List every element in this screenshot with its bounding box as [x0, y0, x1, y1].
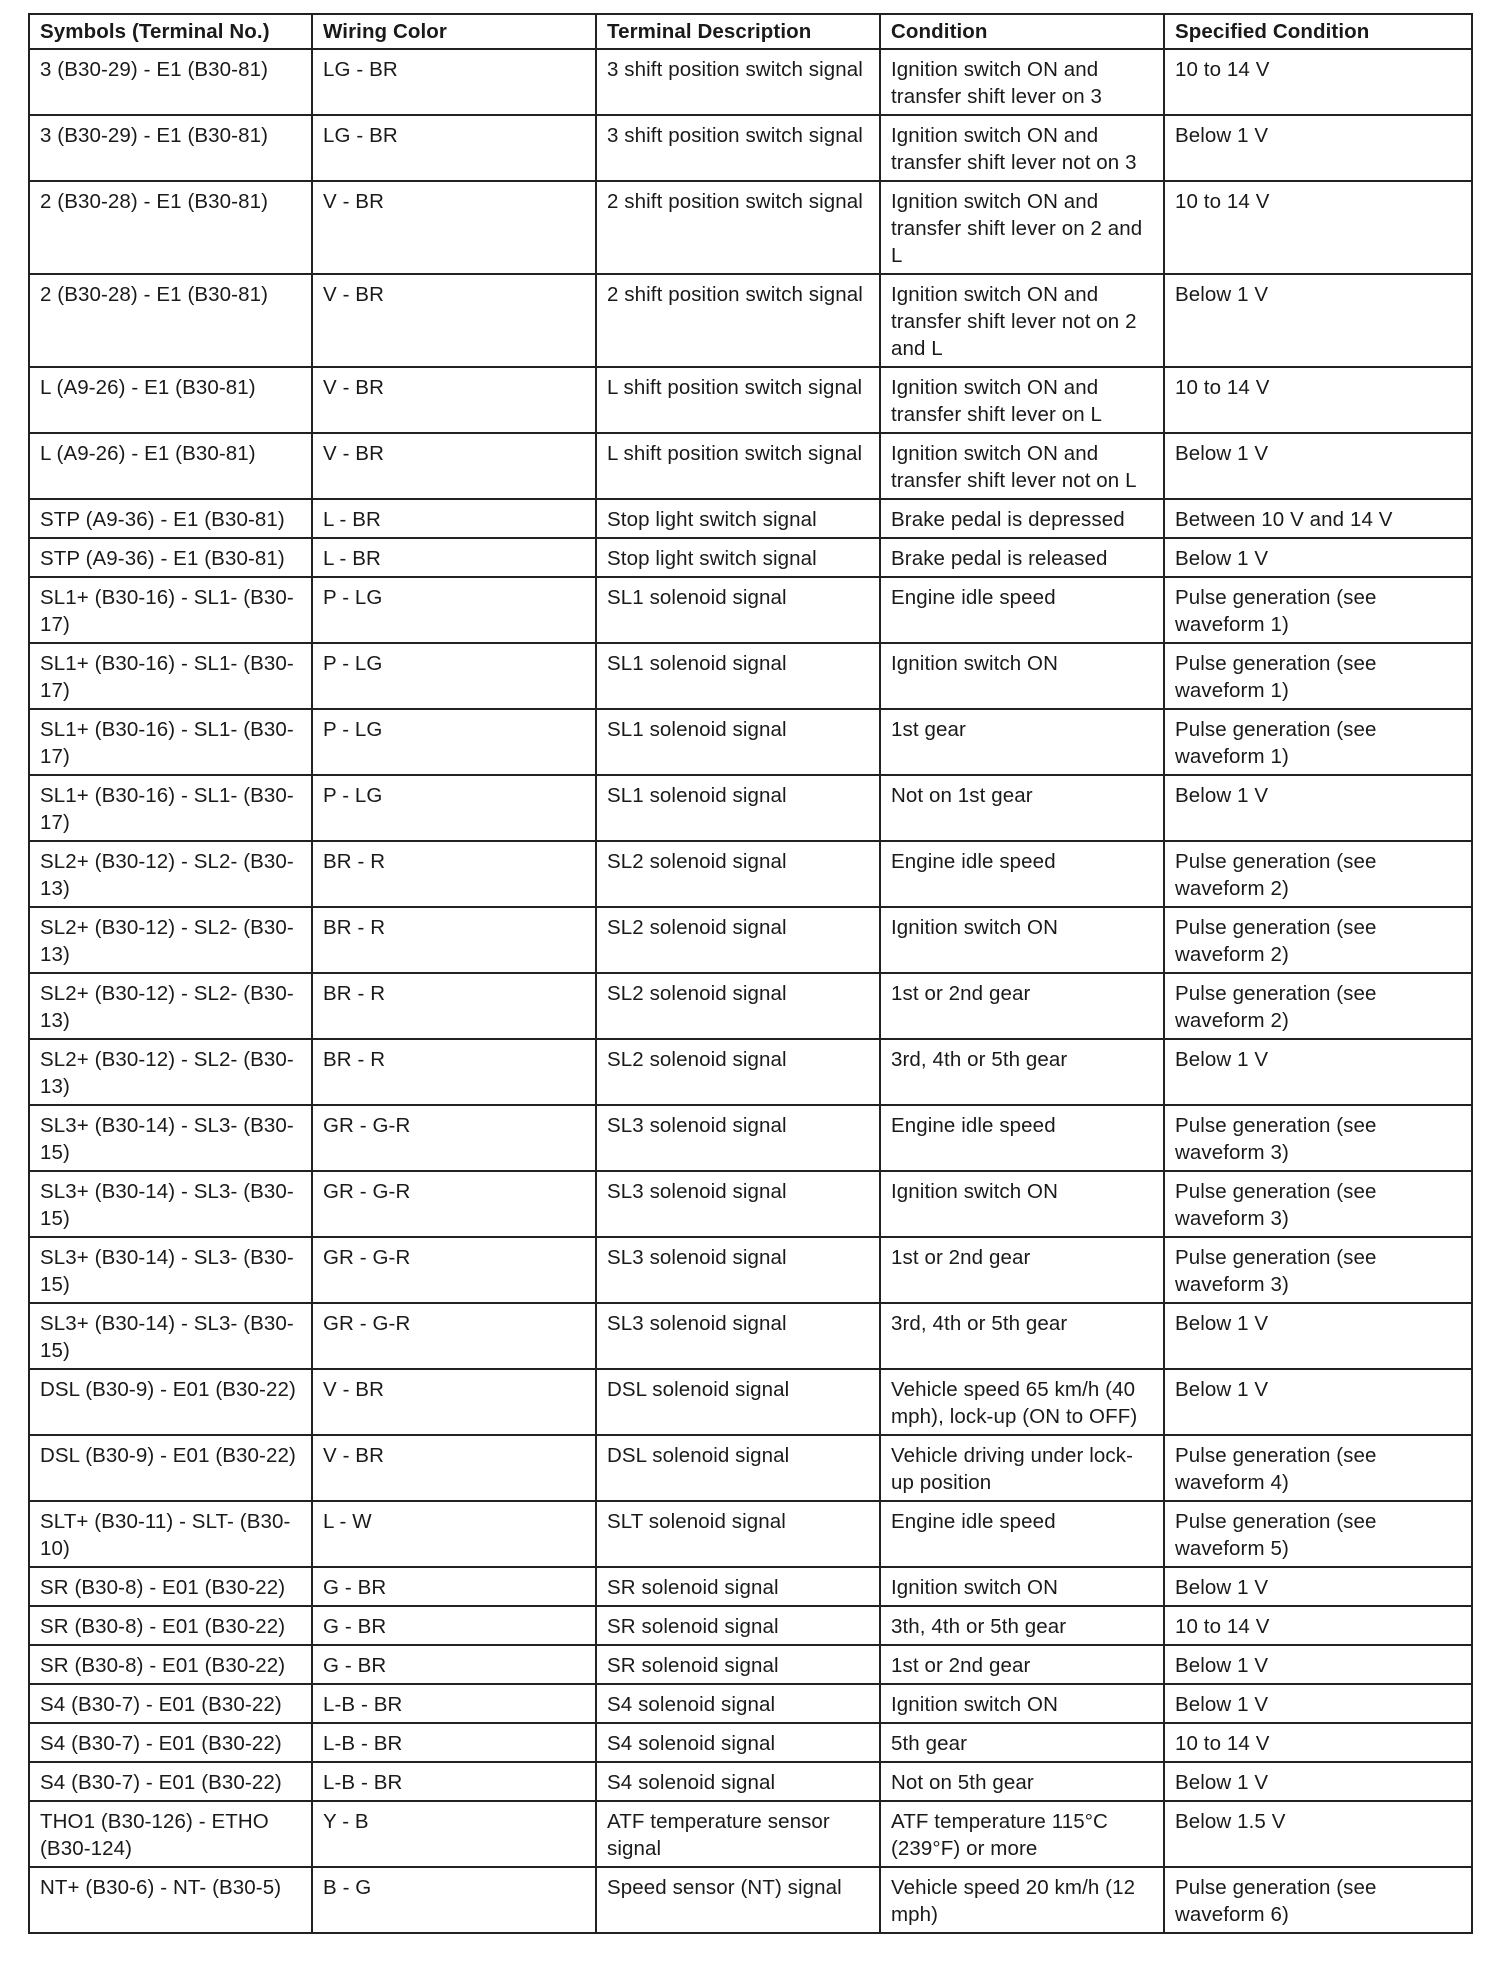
- cell-specified-condition: Pulse generation (see waveform 1): [1164, 577, 1472, 643]
- table-row: [29, 1723, 1472, 1762]
- table-row: [29, 1501, 1472, 1567]
- cell-symbols: L (A9-26) - E1 (B30-81): [29, 433, 312, 499]
- cell-terminal-description: SL3 solenoid signal: [596, 1237, 880, 1303]
- cell-symbols: SL2+ (B30-12) - SL2- (B30-13): [29, 1039, 312, 1105]
- cell-specified-condition: 10 to 14 V: [1164, 181, 1472, 274]
- cell-wiring-color: BR - R: [312, 841, 596, 907]
- cell-specified-condition: Below 1 V: [1164, 1762, 1472, 1801]
- cell-wiring-color: LG - BR: [312, 49, 596, 115]
- cell-terminal-description: SL3 solenoid signal: [596, 1171, 880, 1237]
- table-row: [29, 538, 1472, 577]
- header-terminal-description: Terminal Description: [596, 14, 880, 49]
- cell-wiring-color: L-B - BR: [312, 1762, 596, 1801]
- cell-wiring-color: G - BR: [312, 1645, 596, 1684]
- header-condition: Condition: [880, 14, 1164, 49]
- cell-terminal-description: S4 solenoid signal: [596, 1723, 880, 1762]
- cell-terminal-description: DSL solenoid signal: [596, 1435, 880, 1501]
- cell-terminal-description: ATF temperature sensor signal: [596, 1801, 880, 1867]
- cell-terminal-description: 3 shift position switch signal: [596, 115, 880, 181]
- cell-specified-condition: Pulse generation (see waveform 2): [1164, 907, 1472, 973]
- header-wiring-color: Wiring Color: [312, 14, 596, 49]
- cell-specified-condition: Below 1 V: [1164, 1684, 1472, 1723]
- table-row: [29, 1801, 1472, 1867]
- cell-specified-condition: 10 to 14 V: [1164, 49, 1472, 115]
- table-row: [29, 49, 1472, 115]
- cell-symbols: SR (B30-8) - E01 (B30-22): [29, 1645, 312, 1684]
- cell-wiring-color: BR - R: [312, 973, 596, 1039]
- cell-terminal-description: SL1 solenoid signal: [596, 643, 880, 709]
- cell-condition: 3rd, 4th or 5th gear: [880, 1303, 1164, 1369]
- table-row: [29, 1171, 1472, 1237]
- cell-condition: Vehicle speed 65 km/h (40 mph), lock-up (ON to OFF): [880, 1369, 1164, 1435]
- table-row: [29, 181, 1472, 274]
- cell-specified-condition: Below 1 V: [1164, 1303, 1472, 1369]
- cell-condition: 3th, 4th or 5th gear: [880, 1606, 1164, 1645]
- header-row: [29, 14, 1472, 49]
- cell-condition: Ignition switch ON and transfer shift lever on L: [880, 367, 1164, 433]
- cell-symbols: SL3+ (B30-14) - SL3- (B30-15): [29, 1303, 312, 1369]
- cell-specified-condition: 10 to 14 V: [1164, 1723, 1472, 1762]
- table-row: [29, 274, 1472, 367]
- table-row: [29, 1867, 1472, 1933]
- cell-specified-condition: Below 1 V: [1164, 538, 1472, 577]
- table-row: [29, 1762, 1472, 1801]
- cell-wiring-color: GR - G-R: [312, 1237, 596, 1303]
- cell-wiring-color: P - LG: [312, 775, 596, 841]
- table-row: [29, 433, 1472, 499]
- cell-condition: Ignition switch ON and transfer shift lever not on L: [880, 433, 1164, 499]
- cell-terminal-description: L shift position switch signal: [596, 367, 880, 433]
- table-row: [29, 1645, 1472, 1684]
- table-row: [29, 367, 1472, 433]
- table-row: [29, 1435, 1472, 1501]
- cell-wiring-color: P - LG: [312, 709, 596, 775]
- table-row: [29, 1039, 1472, 1105]
- cell-terminal-description: SL1 solenoid signal: [596, 709, 880, 775]
- cell-condition: Ignition switch ON: [880, 1684, 1164, 1723]
- cell-specified-condition: Below 1.5 V: [1164, 1801, 1472, 1867]
- table-row: [29, 1105, 1472, 1171]
- cell-symbols: S4 (B30-7) - E01 (B30-22): [29, 1762, 312, 1801]
- cell-wiring-color: V - BR: [312, 1435, 596, 1501]
- cell-terminal-description: Speed sensor (NT) signal: [596, 1867, 880, 1933]
- cell-specified-condition: Pulse generation (see waveform 1): [1164, 643, 1472, 709]
- cell-symbols: STP (A9-36) - E1 (B30-81): [29, 499, 312, 538]
- cell-condition: Ignition switch ON and transfer shift lever on 3: [880, 49, 1164, 115]
- cell-specified-condition: Pulse generation (see waveform 3): [1164, 1237, 1472, 1303]
- table-row: [29, 1303, 1472, 1369]
- cell-specified-condition: Pulse generation (see waveform 1): [1164, 709, 1472, 775]
- cell-wiring-color: GR - G-R: [312, 1303, 596, 1369]
- cell-wiring-color: V - BR: [312, 274, 596, 367]
- cell-symbols: STP (A9-36) - E1 (B30-81): [29, 538, 312, 577]
- cell-condition: Ignition switch ON and transfer shift lever not on 3: [880, 115, 1164, 181]
- cell-specified-condition: Below 1 V: [1164, 115, 1472, 181]
- table-body: [29, 49, 1472, 1933]
- cell-condition: Not on 1st gear: [880, 775, 1164, 841]
- cell-symbols: DSL (B30-9) - E01 (B30-22): [29, 1369, 312, 1435]
- table-row: [29, 1237, 1472, 1303]
- table-row: [29, 841, 1472, 907]
- cell-condition: Engine idle speed: [880, 1105, 1164, 1171]
- cell-condition: Not on 5th gear: [880, 1762, 1164, 1801]
- cell-terminal-description: SR solenoid signal: [596, 1606, 880, 1645]
- table-row: [29, 709, 1472, 775]
- cell-terminal-description: 3 shift position switch signal: [596, 49, 880, 115]
- cell-specified-condition: Pulse generation (see waveform 5): [1164, 1501, 1472, 1567]
- cell-condition: Ignition switch ON: [880, 1567, 1164, 1606]
- cell-specified-condition: Below 1 V: [1164, 1567, 1472, 1606]
- cell-specified-condition: Below 1 V: [1164, 433, 1472, 499]
- cell-wiring-color: L - W: [312, 1501, 596, 1567]
- cell-condition: Vehicle driving under lock-up position: [880, 1435, 1164, 1501]
- cell-wiring-color: V - BR: [312, 433, 596, 499]
- table-row: [29, 775, 1472, 841]
- cell-specified-condition: Below 1 V: [1164, 775, 1472, 841]
- cell-symbols: SLT+ (B30-11) - SLT- (B30-10): [29, 1501, 312, 1567]
- cell-symbols: S4 (B30-7) - E01 (B30-22): [29, 1684, 312, 1723]
- table-row: [29, 577, 1472, 643]
- cell-condition: ATF temperature 115°C (239°F) or more: [880, 1801, 1164, 1867]
- table-row: [29, 643, 1472, 709]
- terminal-spec-table: [28, 13, 1473, 1934]
- cell-wiring-color: L - BR: [312, 499, 596, 538]
- cell-symbols: SL3+ (B30-14) - SL3- (B30-15): [29, 1237, 312, 1303]
- cell-specified-condition: Pulse generation (see waveform 4): [1164, 1435, 1472, 1501]
- cell-terminal-description: SL2 solenoid signal: [596, 973, 880, 1039]
- cell-terminal-description: S4 solenoid signal: [596, 1684, 880, 1723]
- cell-symbols: NT+ (B30-6) - NT- (B30-5): [29, 1867, 312, 1933]
- cell-condition: 1st or 2nd gear: [880, 1645, 1164, 1684]
- cell-condition: Brake pedal is released: [880, 538, 1164, 577]
- cell-condition: Brake pedal is depressed: [880, 499, 1164, 538]
- cell-specified-condition: Pulse generation (see waveform 2): [1164, 973, 1472, 1039]
- cell-wiring-color: GR - G-R: [312, 1171, 596, 1237]
- cell-condition: Engine idle speed: [880, 841, 1164, 907]
- cell-wiring-color: V - BR: [312, 181, 596, 274]
- cell-symbols: L (A9-26) - E1 (B30-81): [29, 367, 312, 433]
- cell-symbols: SL1+ (B30-16) - SL1- (B30-17): [29, 643, 312, 709]
- cell-symbols: SL1+ (B30-16) - SL1- (B30-17): [29, 775, 312, 841]
- cell-terminal-description: 2 shift position switch signal: [596, 181, 880, 274]
- cell-condition: Vehicle speed 20 km/h (12 mph): [880, 1867, 1164, 1933]
- cell-symbols: 2 (B30-28) - E1 (B30-81): [29, 181, 312, 274]
- cell-symbols: 3 (B30-29) - E1 (B30-81): [29, 115, 312, 181]
- cell-wiring-color: P - LG: [312, 577, 596, 643]
- cell-terminal-description: SR solenoid signal: [596, 1645, 880, 1684]
- cell-terminal-description: SL1 solenoid signal: [596, 577, 880, 643]
- cell-specified-condition: Below 1 V: [1164, 274, 1472, 367]
- cell-symbols: 2 (B30-28) - E1 (B30-81): [29, 274, 312, 367]
- cell-terminal-description: Stop light switch signal: [596, 499, 880, 538]
- cell-symbols: SL2+ (B30-12) - SL2- (B30-13): [29, 841, 312, 907]
- cell-wiring-color: G - BR: [312, 1606, 596, 1645]
- cell-terminal-description: SL2 solenoid signal: [596, 907, 880, 973]
- table-header: [29, 14, 1472, 49]
- cell-symbols: S4 (B30-7) - E01 (B30-22): [29, 1723, 312, 1762]
- cell-wiring-color: L - BR: [312, 538, 596, 577]
- cell-specified-condition: Pulse generation (see waveform 2): [1164, 841, 1472, 907]
- cell-specified-condition: Pulse generation (see waveform 3): [1164, 1171, 1472, 1237]
- header-specified-condition: Specified Condition: [1164, 14, 1472, 49]
- cell-symbols: SL2+ (B30-12) - SL2- (B30-13): [29, 973, 312, 1039]
- cell-specified-condition: Below 1 V: [1164, 1645, 1472, 1684]
- cell-symbols: 3 (B30-29) - E1 (B30-81): [29, 49, 312, 115]
- cell-symbols: SL2+ (B30-12) - SL2- (B30-13): [29, 907, 312, 973]
- cell-specified-condition: 10 to 14 V: [1164, 1606, 1472, 1645]
- cell-symbols: SL1+ (B30-16) - SL1- (B30-17): [29, 709, 312, 775]
- cell-specified-condition: Between 10 V and 14 V: [1164, 499, 1472, 538]
- cell-symbols: SR (B30-8) - E01 (B30-22): [29, 1606, 312, 1645]
- cell-terminal-description: SL2 solenoid signal: [596, 841, 880, 907]
- cell-condition: Ignition switch ON and transfer shift lever not on 2 and L: [880, 274, 1164, 367]
- table-row: [29, 1567, 1472, 1606]
- cell-symbols: DSL (B30-9) - E01 (B30-22): [29, 1435, 312, 1501]
- cell-condition: 1st gear: [880, 709, 1164, 775]
- table-row: [29, 907, 1472, 973]
- cell-terminal-description: Stop light switch signal: [596, 538, 880, 577]
- cell-terminal-description: 2 shift position switch signal: [596, 274, 880, 367]
- cell-condition: 5th gear: [880, 1723, 1164, 1762]
- cell-symbols: SL3+ (B30-14) - SL3- (B30-15): [29, 1171, 312, 1237]
- cell-condition: 3rd, 4th or 5th gear: [880, 1039, 1164, 1105]
- cell-wiring-color: Y - B: [312, 1801, 596, 1867]
- cell-wiring-color: V - BR: [312, 367, 596, 433]
- cell-condition: Engine idle speed: [880, 1501, 1164, 1567]
- cell-terminal-description: DSL solenoid signal: [596, 1369, 880, 1435]
- table-row: [29, 1606, 1472, 1645]
- document-page: [28, 13, 1471, 1934]
- cell-specified-condition: 10 to 14 V: [1164, 367, 1472, 433]
- cell-terminal-description: L shift position switch signal: [596, 433, 880, 499]
- header-symbols: Symbols (Terminal No.): [29, 14, 312, 49]
- cell-terminal-description: SL2 solenoid signal: [596, 1039, 880, 1105]
- cell-wiring-color: LG - BR: [312, 115, 596, 181]
- cell-wiring-color: L-B - BR: [312, 1723, 596, 1762]
- cell-wiring-color: P - LG: [312, 643, 596, 709]
- cell-wiring-color: G - BR: [312, 1567, 596, 1606]
- cell-symbols: SL3+ (B30-14) - SL3- (B30-15): [29, 1105, 312, 1171]
- cell-terminal-description: SL1 solenoid signal: [596, 775, 880, 841]
- cell-terminal-description: S4 solenoid signal: [596, 1762, 880, 1801]
- cell-specified-condition: Pulse generation (see waveform 6): [1164, 1867, 1472, 1933]
- table-row: [29, 973, 1472, 1039]
- cell-condition: Ignition switch ON: [880, 1171, 1164, 1237]
- table-row: [29, 1369, 1472, 1435]
- cell-wiring-color: BR - R: [312, 907, 596, 973]
- cell-wiring-color: GR - G-R: [312, 1105, 596, 1171]
- cell-specified-condition: Pulse generation (see waveform 3): [1164, 1105, 1472, 1171]
- cell-wiring-color: B - G: [312, 1867, 596, 1933]
- cell-condition: Ignition switch ON and transfer shift lever on 2 and L: [880, 181, 1164, 274]
- cell-condition: 1st or 2nd gear: [880, 1237, 1164, 1303]
- cell-terminal-description: SL3 solenoid signal: [596, 1303, 880, 1369]
- cell-condition: Ignition switch ON: [880, 643, 1164, 709]
- table-row: [29, 1684, 1472, 1723]
- cell-terminal-description: SR solenoid signal: [596, 1567, 880, 1606]
- cell-wiring-color: L-B - BR: [312, 1684, 596, 1723]
- cell-specified-condition: Below 1 V: [1164, 1039, 1472, 1105]
- cell-symbols: SL1+ (B30-16) - SL1- (B30-17): [29, 577, 312, 643]
- cell-symbols: SR (B30-8) - E01 (B30-22): [29, 1567, 312, 1606]
- cell-terminal-description: SL3 solenoid signal: [596, 1105, 880, 1171]
- cell-condition: 1st or 2nd gear: [880, 973, 1164, 1039]
- cell-terminal-description: SLT solenoid signal: [596, 1501, 880, 1567]
- cell-wiring-color: BR - R: [312, 1039, 596, 1105]
- cell-symbols: THO1 (B30-126) - ETHO (B30-124): [29, 1801, 312, 1867]
- cell-condition: Engine idle speed: [880, 577, 1164, 643]
- cell-specified-condition: Below 1 V: [1164, 1369, 1472, 1435]
- table-row: [29, 499, 1472, 538]
- cell-wiring-color: V - BR: [312, 1369, 596, 1435]
- cell-condition: Ignition switch ON: [880, 907, 1164, 973]
- table-row: [29, 115, 1472, 181]
